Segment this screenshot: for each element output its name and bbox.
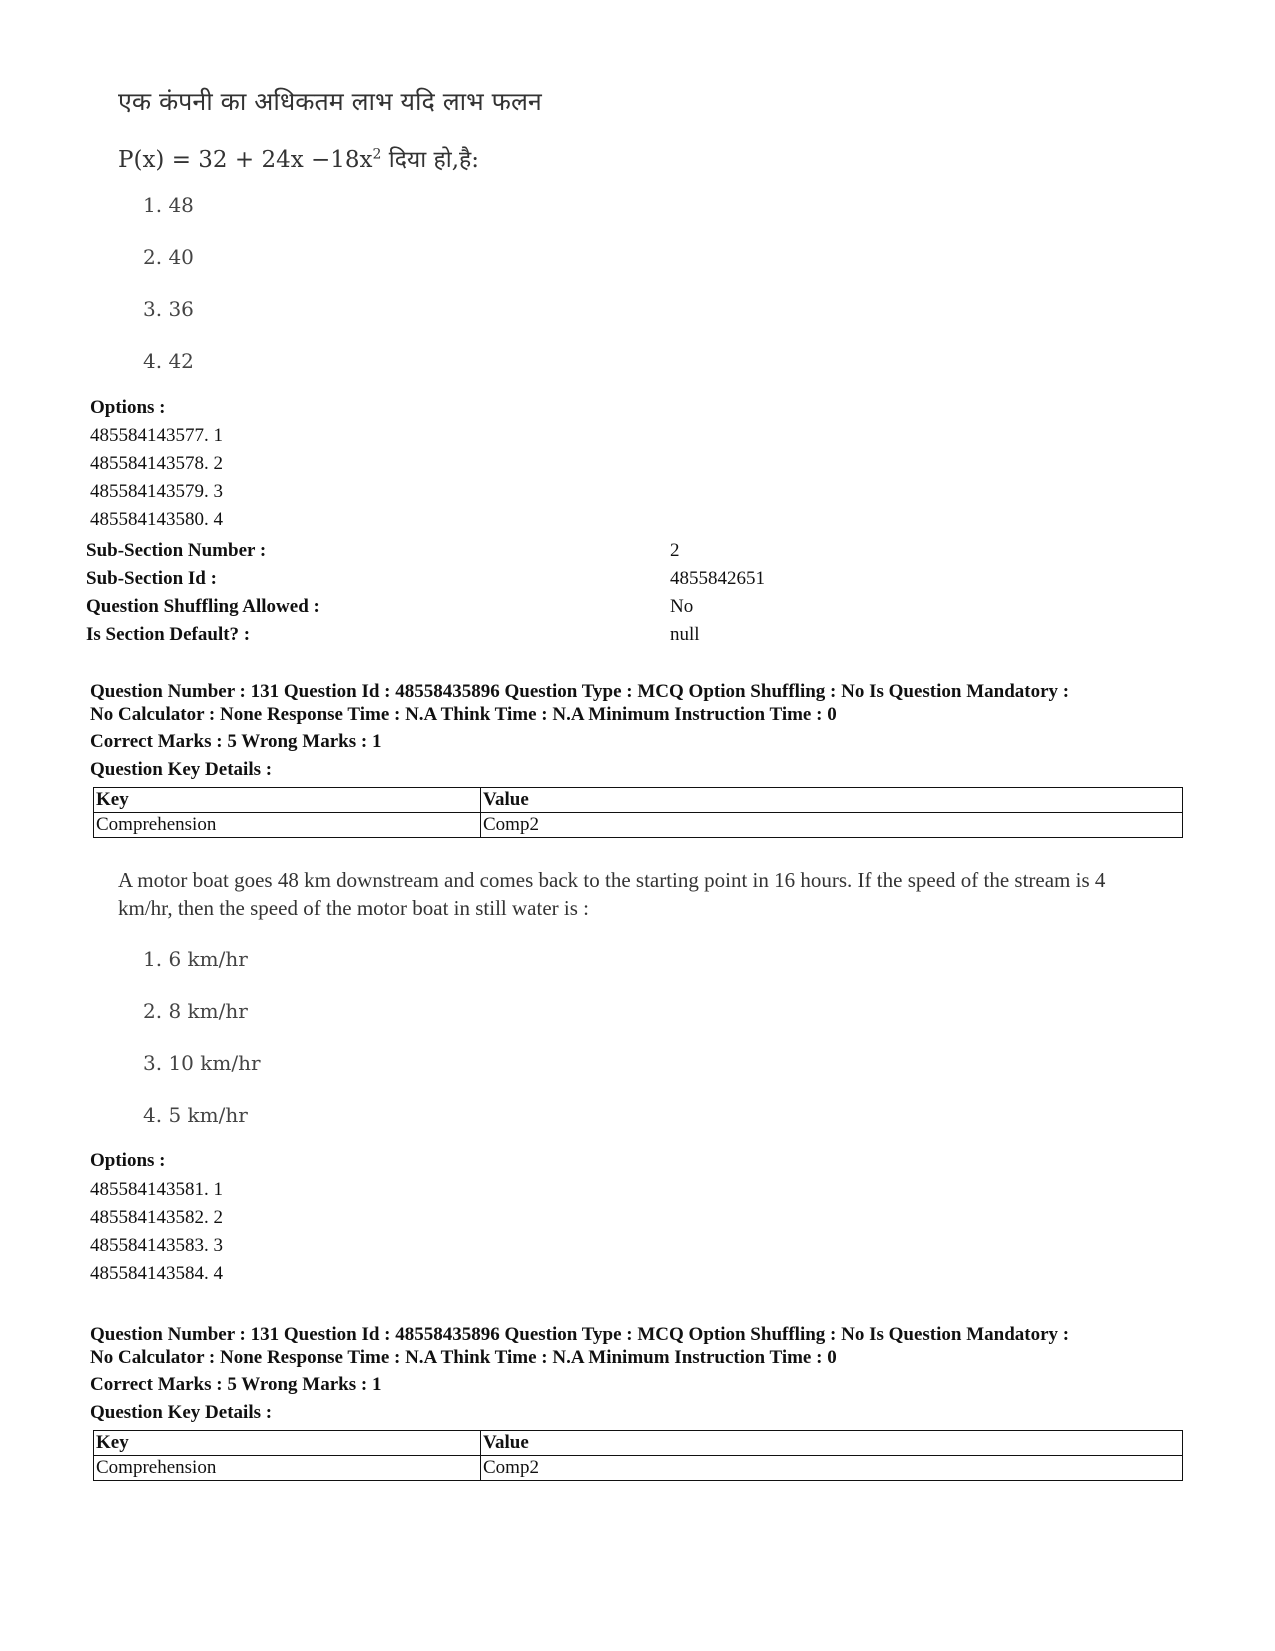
option-id-4: 485584143584. 4	[90, 1263, 223, 1284]
option-id-1: 485584143577. 1	[90, 425, 223, 446]
option-id-3: 485584143583. 3	[90, 1235, 223, 1256]
question-meta-line1: Question Number : 131 Question Id : 48558435896 Question Type : MCQ Option Shuffling : No Is Question Mandatory :	[90, 1324, 1070, 1345]
section-default-label: Is Section Default? :	[86, 624, 251, 645]
table-row	[94, 813, 1183, 838]
table-cell-key: Comprehension	[94, 1456, 481, 1481]
subsection-number-label: Sub-Section Number :	[86, 540, 267, 561]
table-cell-key: Comprehension	[94, 813, 481, 838]
table-header-row	[94, 1431, 1183, 1456]
subsection-id-value: 4855842651	[670, 568, 765, 589]
option-id-3: 485584143579. 3	[90, 481, 223, 502]
question-formula	[118, 142, 479, 174]
key-details-table	[93, 1430, 1183, 1481]
formula-tail: दिया हो,है:	[381, 147, 479, 173]
choice-4: 4. 42	[143, 349, 194, 373]
choice-2: 2. 40	[143, 245, 194, 269]
table-header-row	[94, 788, 1183, 813]
choice-2: 2. 8 km/hr	[143, 999, 248, 1023]
option-id-2: 485584143578. 2	[90, 453, 223, 474]
choice-4: 4. 5 km/hr	[143, 1103, 248, 1127]
question-meta-line2: No Calculator : None Response Time : N.A Think Time : N.A Minimum Instruction Time : 0	[90, 1347, 837, 1368]
question-meta-line2: No Calculator : None Response Time : N.A Think Time : N.A Minimum Instruction Time : 0	[90, 704, 837, 725]
formula-exponent: 2	[372, 146, 382, 163]
table-header-value: Value	[481, 788, 1183, 813]
option-id-2: 485584143582. 2	[90, 1207, 223, 1228]
key-details-label: Question Key Details :	[90, 1402, 273, 1423]
table-header-key: Key	[94, 1431, 481, 1456]
subsection-number-value: 2	[670, 540, 680, 561]
shuffling-label: Question Shuffling Allowed :	[86, 596, 320, 617]
question-meta-line1: Question Number : 131 Question Id : 48558435896 Question Type : MCQ Option Shuffling : No Is Question Mandatory :	[90, 681, 1070, 702]
table-row	[94, 1456, 1183, 1481]
table-header-value: Value	[481, 1431, 1183, 1456]
marks-line: Correct Marks : 5 Wrong Marks : 1	[90, 1374, 382, 1395]
table-header-key: Key	[94, 788, 481, 813]
option-id-1: 485584143581. 1	[90, 1179, 223, 1200]
choice-1: 1. 6 km/hr	[143, 947, 248, 971]
options-label: Options :	[90, 397, 166, 418]
choice-1: 1. 48	[143, 193, 194, 217]
key-details-table	[93, 787, 1183, 838]
section-default-value: null	[670, 624, 700, 645]
choice-3: 3. 36	[143, 297, 194, 321]
key-details-label: Question Key Details :	[90, 759, 273, 780]
subsection-id-label: Sub-Section Id :	[86, 568, 217, 589]
options-label: Options :	[90, 1150, 166, 1171]
question-english-text: A motor boat goes 48 km downstream and comes back to the starting point in 16 hours. If the speed of the stream is 4 km/hr, then the speed of the motor boat in still water is :	[118, 868, 1106, 920]
marks-line: Correct Marks : 5 Wrong Marks : 1	[90, 731, 382, 752]
option-id-4: 485584143580. 4	[90, 509, 223, 530]
choice-3: 3. 10 km/hr	[143, 1051, 261, 1075]
table-cell-value: Comp2	[481, 1456, 1183, 1481]
question-hindi-text: एक कंपनी का अधिकतम लाभ यदि लाभ फलन	[118, 87, 542, 116]
table-cell-value: Comp2	[481, 813, 1183, 838]
shuffling-value: No	[670, 596, 694, 617]
formula-main: P(x) = 32 + 24x −18x	[118, 147, 373, 173]
